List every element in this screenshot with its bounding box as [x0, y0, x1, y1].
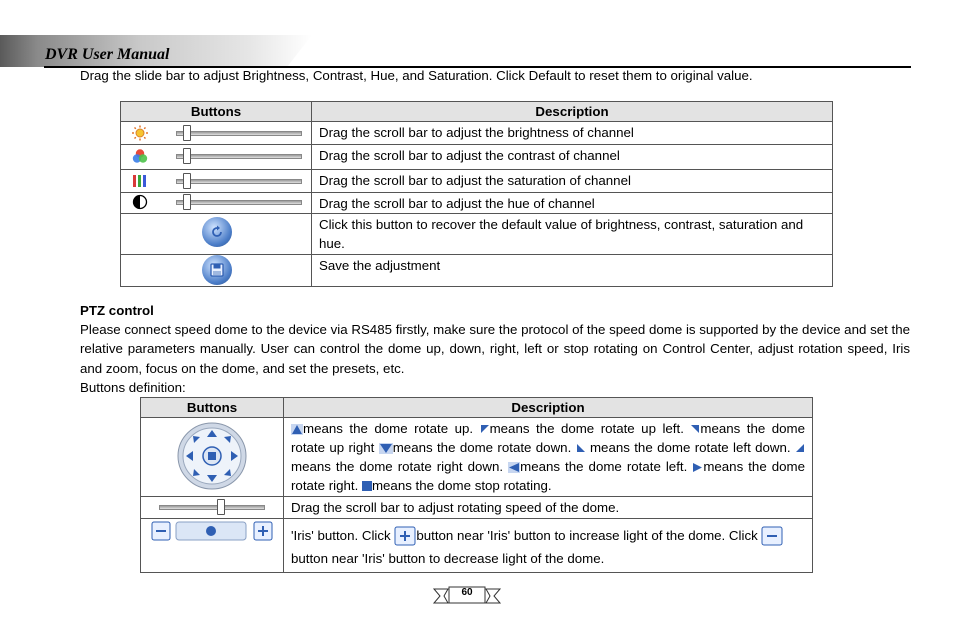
contrast-slider-track[interactable] — [176, 154, 302, 159]
dir-up-text: means the dome rotate up. — [303, 421, 480, 436]
direction-pad-description — [284, 418, 813, 497]
saturation-slider-handle[interactable] — [183, 173, 191, 189]
buttons-definition-label: Buttons definition: — [80, 380, 186, 395]
dir-stop-text: means the dome stop rotating. — [371, 478, 552, 493]
speed-description: Drag the scroll bar to adjust rotating speed of the dome. — [284, 497, 813, 519]
iris-text-3: button near 'Iris' button to decrease light of the dome. — [291, 551, 605, 566]
manual-title: DVR User Manual — [45, 46, 170, 63]
arrow-down-left-icon — [576, 443, 586, 453]
page-number-badge — [432, 585, 502, 607]
brightness-description: Drag the scroll bar to adjust the brightness of channel — [312, 122, 833, 145]
iris-text-1: 'Iris' button. Click — [291, 528, 395, 543]
speed-slider-cell — [141, 497, 284, 519]
refresh-icon — [209, 224, 225, 240]
dir-downright-text: means the dome rotate right down. — [291, 459, 509, 474]
col-buttons-header: Buttons — [121, 102, 312, 122]
ptz-paragraph: Please connect speed dome to the device via RS485 firstly, make sure the protocol of the speed dome is supported by the device and set the relative parameters manually. User can control the dome up, down, right, left or stop rotating on Control Center, adjust rotation speed, Iris and zoom, focus on the dome, and set the presets, etc. — [80, 322, 910, 376]
stop-square-icon — [362, 481, 372, 491]
iris-text-2: button near 'Iris' button to increase light of the dome. Click — [416, 528, 762, 543]
brightness-icon — [131, 125, 149, 141]
page-number: 60 — [461, 587, 473, 598]
dir-downleft-text: means the dome rotate left down. — [585, 440, 795, 455]
default-reset-button[interactable] — [202, 217, 232, 247]
arrow-up-left-icon — [480, 424, 490, 434]
arrow-down-right-icon — [795, 443, 805, 453]
arrow-up-right-icon — [690, 424, 700, 434]
speed-slider-track[interactable] — [159, 505, 265, 510]
arrow-down-icon — [379, 443, 393, 454]
col-description-header: Description — [312, 102, 833, 122]
saturation-slider-track[interactable] — [176, 179, 302, 184]
arrow-up-icon — [291, 424, 303, 435]
brightness-slider-track[interactable] — [176, 131, 302, 136]
saturation-description: Drag the scroll bar to adjust the saturation of channel — [312, 170, 833, 193]
direction-pad-cell — [141, 418, 284, 497]
ptz-section-title: PTZ control — [80, 303, 154, 318]
default-button-cell — [121, 214, 312, 255]
hue-slider-handle[interactable] — [183, 194, 191, 210]
save-description: Save the adjustment — [312, 255, 833, 287]
contrast-description: Drag the scroll bar to adjust the contrast of channel — [312, 145, 833, 170]
hue-slider-cell — [121, 193, 312, 214]
color-adjust-table — [120, 101, 833, 287]
save-button[interactable] — [202, 255, 232, 285]
dir-upright-text: means the dome rotate up right — [291, 421, 806, 455]
speed-slider-handle[interactable] — [217, 499, 225, 515]
minus-icon — [761, 526, 783, 546]
hue-slider-track[interactable] — [176, 200, 302, 205]
floppy-save-icon — [209, 262, 225, 278]
contrast-icon — [131, 148, 149, 164]
save-button-cell — [121, 255, 312, 287]
contrast-slider-handle[interactable] — [183, 148, 191, 164]
iris-controls-cell — [141, 519, 284, 573]
arrow-left-icon — [508, 462, 520, 473]
iris-description — [284, 519, 813, 573]
saturation-icon — [131, 173, 149, 189]
plus-icon — [394, 526, 416, 546]
hue-description: Drag the scroll bar to adjust the hue of channel — [312, 193, 833, 214]
saturation-slider-cell — [121, 170, 312, 193]
direction-pad-icon[interactable] — [176, 421, 248, 491]
intro-text: Drag the slide bar to adjust Brightness, Contrast, Hue, and Saturation. Click Default to reset them to original value. — [80, 68, 753, 83]
dir-right-text: means the dome rotate right. — [291, 459, 806, 493]
contrast-slider-cell — [121, 145, 312, 170]
dir-down-text: means the dome rotate down. — [392, 440, 576, 455]
dir-left-text: means the dome rotate left. — [520, 459, 693, 474]
iris-control-bar — [151, 521, 273, 541]
ptz-buttons-table — [140, 397, 813, 573]
brightness-slider-handle[interactable] — [183, 125, 191, 141]
col-buttons-header: Buttons — [141, 398, 284, 418]
arrow-right-icon — [692, 462, 703, 473]
dir-upleft-text: means the dome rotate up left. — [489, 421, 691, 436]
brightness-slider-cell — [121, 122, 312, 145]
col-description-header: Description — [284, 398, 813, 418]
hue-icon — [131, 194, 149, 210]
default-description: Click this button to recover the default value of brightness, contrast, saturation and hue. — [312, 214, 833, 255]
